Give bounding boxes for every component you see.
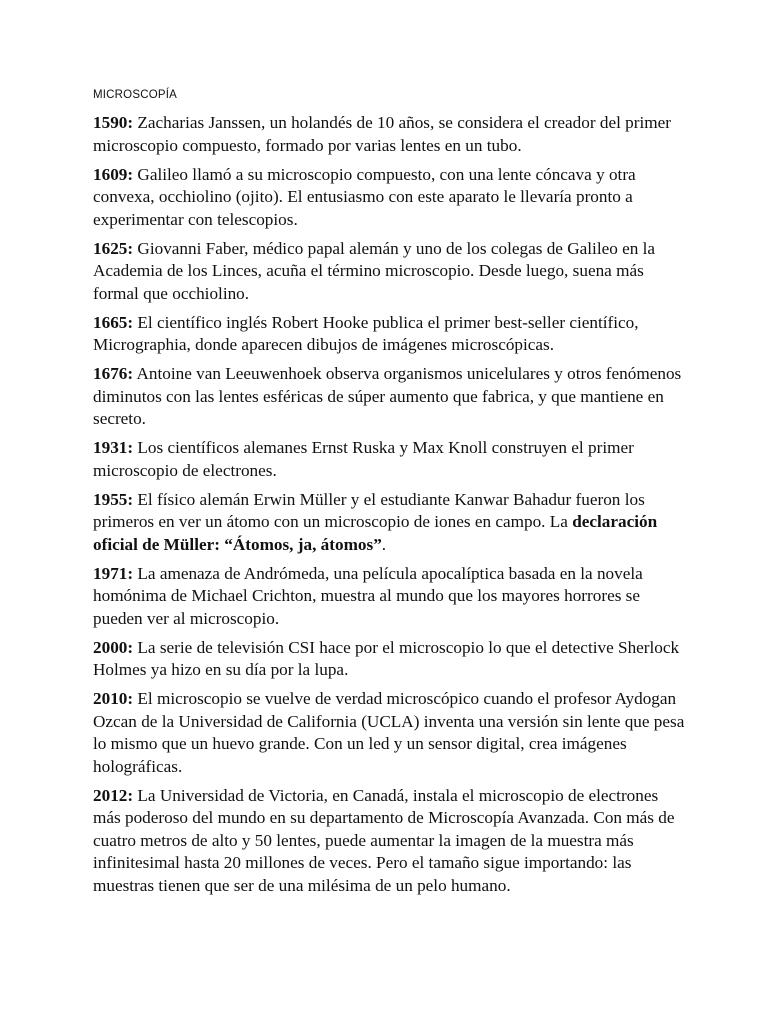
entry-year: 1955: [93, 489, 134, 509]
entry-text: Antoine van Leeuwenhoek observa organismos unicelulares y otros fenómenos diminutos con las lentes esféricas de súper aumento que fabrica, y que mantiene en secreto. [93, 364, 682, 428]
entry-text: Galileo llamó a su microscopio compuesto, con una lente cóncava y otra convexa, occhiolino (ojito). El entusiasmo con este aparato le llevaría pronto a experimentar con telescopios. [93, 164, 636, 229]
entry-text: La Universidad de Victoria, en Canadá, instala el microscopio de electrones más poderoso del mundo en su departamento de Microscopía Avanzada. Con más de cuatro metros de alto y 50 lentes, puede aumentar la imagen de la muestra más infinitesimal hasta 20 millones de veces. Pero el tamaño sigue importando: las muestras tienen que ser de una milésima de un pelo humano. [93, 785, 675, 895]
entry-year: 1590: [93, 113, 134, 132]
timeline-entry-1971 [93, 563, 688, 631]
entry-text: El físico alemán Erwin Müller y el estudiante Kanwar Bahadur fueron los primeros en ver un átomo con un microscopio de iones en campo. La [93, 489, 645, 531]
document-heading: MICROSCOPÍA [93, 89, 177, 101]
timeline-entry-1931 [93, 437, 688, 482]
timeline-entry-1665 [93, 312, 688, 357]
timeline-entry-2000 [93, 637, 688, 682]
entry-text: El científico inglés Robert Hooke publica el primer best-seller científico, Micrographia, donde aparecen dibujos de imágenes microscópicas. [93, 312, 639, 354]
timeline-entry-1625 [93, 238, 688, 306]
entry-text: Zacharias Janssen, un holandés de 10 años, se considera el creador del primer microscopio compuesto, formado por varias lentes en un tubo. [93, 113, 671, 155]
timeline-entry-1590 [93, 112, 688, 157]
entry-text: La serie de televisión CSI hace por el microscopio lo que el detective Sherlock Holmes ya hizo en su día por la lupa. [93, 637, 680, 679]
timeline-entry-1609 [93, 164, 688, 232]
timeline-entry-1676 [93, 363, 688, 431]
entry-text: Los científicos alemanes Ernst Ruska y Max Knoll construyen el primer microscopio de electrones. [93, 438, 634, 480]
entry-text: La amenaza de Andrómeda, una película apocalíptica basada en la novela homónima de Michael Crichton, muestra al mundo que los mayores horrores se pueden ver al microscopio. [93, 563, 643, 628]
entry-year: 2012: [93, 785, 134, 805]
entry-year: 2000: [93, 637, 134, 657]
entry-tail: . [381, 534, 387, 554]
entry-year: 1665: [93, 312, 134, 332]
entry-year: 1676: [93, 364, 134, 383]
timeline-entry-2010 [93, 688, 688, 778]
entry-quote: declaración oficial de Müller: “Átomos, ja, átomos” [93, 512, 658, 554]
entry-text: El microscopio se vuelve de verdad microscópico cuando el profesor Aydogan Ozcan de la Universidad de California (UCLA) inventa una versión sin lente que pesa lo mismo que un huevo grande. Con un led y un sensor digital, crea imágenes holográficas. [93, 689, 685, 776]
entry-year: 1931: [93, 438, 134, 457]
timeline-entry-2012 [93, 785, 688, 898]
entry-text: Giovanni Faber, médico papal alemán y uno de los colegas de Galileo en la Academia de los Linces, acuña el término microscopio. Desde luego, suena más formal que occhiolino. [93, 238, 656, 303]
timeline-entry-1955 [93, 489, 688, 557]
entry-year: 1971: [93, 563, 134, 583]
entry-year: 1625: [93, 238, 134, 258]
entry-year: 2010: [93, 689, 134, 708]
document-page [93, 86, 688, 904]
entry-year: 1609: [93, 164, 134, 184]
